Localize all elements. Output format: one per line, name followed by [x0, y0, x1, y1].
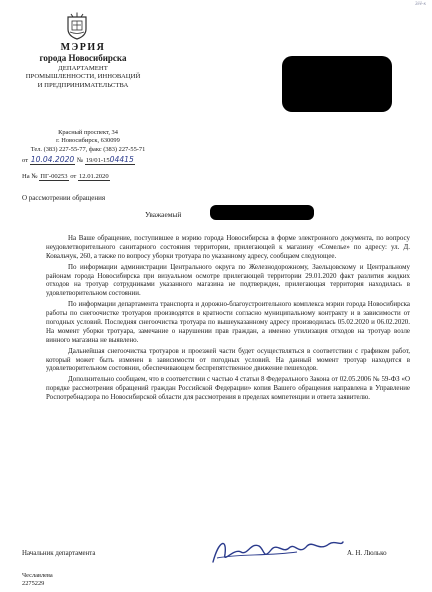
city-name: города Новосибирска — [39, 53, 127, 63]
outgoing-reference — [22, 155, 135, 165]
body-paragraph: По информации департамента транспорта и дорожно-благоустроительного комплекса мэрии города Новосибирска работы по снегоочистке тротуаров производятся в кратности согласно муниципальному контракту и в зависимости от погодных условий. Последняя снегоочистка тротуара по вышеуказанному адресу производилась 05.02.2020 и 06.02.2020. На момент уборки тротуара, замечание о нарушении прав граждан, а именно утилизация отходов на тротуар возле винного магазина не выявлено. — [46, 300, 410, 344]
date-prefix: от — [22, 157, 29, 164]
org-title: МЭРИЯ — [60, 42, 106, 53]
coat-of-arms-icon — [64, 12, 90, 40]
body-paragraph: Дополнительно сообщаем, что в соответствии с частью 4 статьи 8 Федерального Закона от 02.05.2006 № 59-ФЗ «О порядке рассмотрения обращений граждан Российской Федерации» копия Вашего обращения направлена в Управление Роспотребнадзора по Новосибирской области для рассмотрения в пределах компетенции и ответа заявителю. — [46, 375, 410, 402]
redacted-recipient-name — [210, 205, 314, 220]
signature-block — [22, 544, 412, 564]
incoming-reference — [22, 173, 110, 181]
body-paragraph: На Ваше обращение, поступившее в мэрию города Новосибирска в форме электронного документа, по вопросу неудовлетворительного санитарного состояния территории, прилегающей к магазину «Сомелье» по адресу: ул. Д. Ковальчук, 260, а также по вопросу уборки тротуара по указанному адресу, сообщаем следующее. — [46, 234, 410, 260]
greeting: Уважаемый — [145, 210, 182, 219]
executor-name: Чеславлева — [22, 572, 53, 579]
corner-note: 3ёё-к — [415, 2, 426, 7]
department-line: И ПРЕДПРИНИМАТЕЛЬСТВА — [37, 81, 129, 89]
executor-block — [22, 572, 53, 588]
in-reply-date-prefix: от — [70, 173, 77, 180]
signatory-name: А. Н. Люлько — [347, 550, 387, 557]
in-reply-prefix: На № — [22, 173, 38, 180]
phone-line: Тел. (383) 227-55-77, факс (383) 227-55-71 — [30, 145, 146, 153]
in-reply-number: ПГ-00253 — [40, 173, 68, 180]
letter-number: 19/01-15 — [85, 157, 110, 164]
redacted-addressee — [282, 56, 392, 112]
department-name — [18, 65, 148, 90]
subject-line: О рассмотрении обращения — [22, 194, 106, 202]
letterhead — [18, 42, 148, 90]
department-line: ДЕПАРТАМЕНТ — [58, 65, 108, 72]
letter-date: 10.04.2020 — [30, 155, 75, 164]
address-line: Красный проспект, 34 — [58, 129, 118, 136]
number-prefix: № — [76, 157, 84, 164]
letter-number-handwritten: 04415 — [109, 155, 134, 164]
signatory-position: Начальник департамента — [22, 550, 96, 557]
department-line: ПРОМЫШЛЕННОСТИ, ИННОВАЦИЙ — [25, 73, 141, 81]
handwritten-signature — [207, 534, 347, 568]
city-line: г. Новосибирск, 630099 — [56, 137, 120, 145]
contact-block — [18, 129, 158, 154]
letter-body — [46, 234, 410, 404]
in-reply-date: 12.01.2020 — [78, 173, 109, 180]
body-paragraph: По информации администрации Центрального округа по Железнодорожному, Заельцовскому и Центральному районам города Новосибирска при визуальном осмотре прилегающей территории 29.01.2020 факт разлития жидких отходов на тротуар сотрудниками указанного магазина не подтвержден, прилегающая территория находилась в удовлетворительном состоянии. — [46, 262, 410, 298]
body-paragraph: Дальнейшая снегоочистка тротуаров и проезжей части будет осуществляться в соответствии с графиком работ, который может быть изменен в зависимости от погодных условий. На данный момент тротуар находится в удовлетворительном состоянии, обеспечивающем беспрепятственное движение пешеходов. — [46, 346, 410, 373]
executor-phone: 2275229 — [22, 580, 45, 587]
